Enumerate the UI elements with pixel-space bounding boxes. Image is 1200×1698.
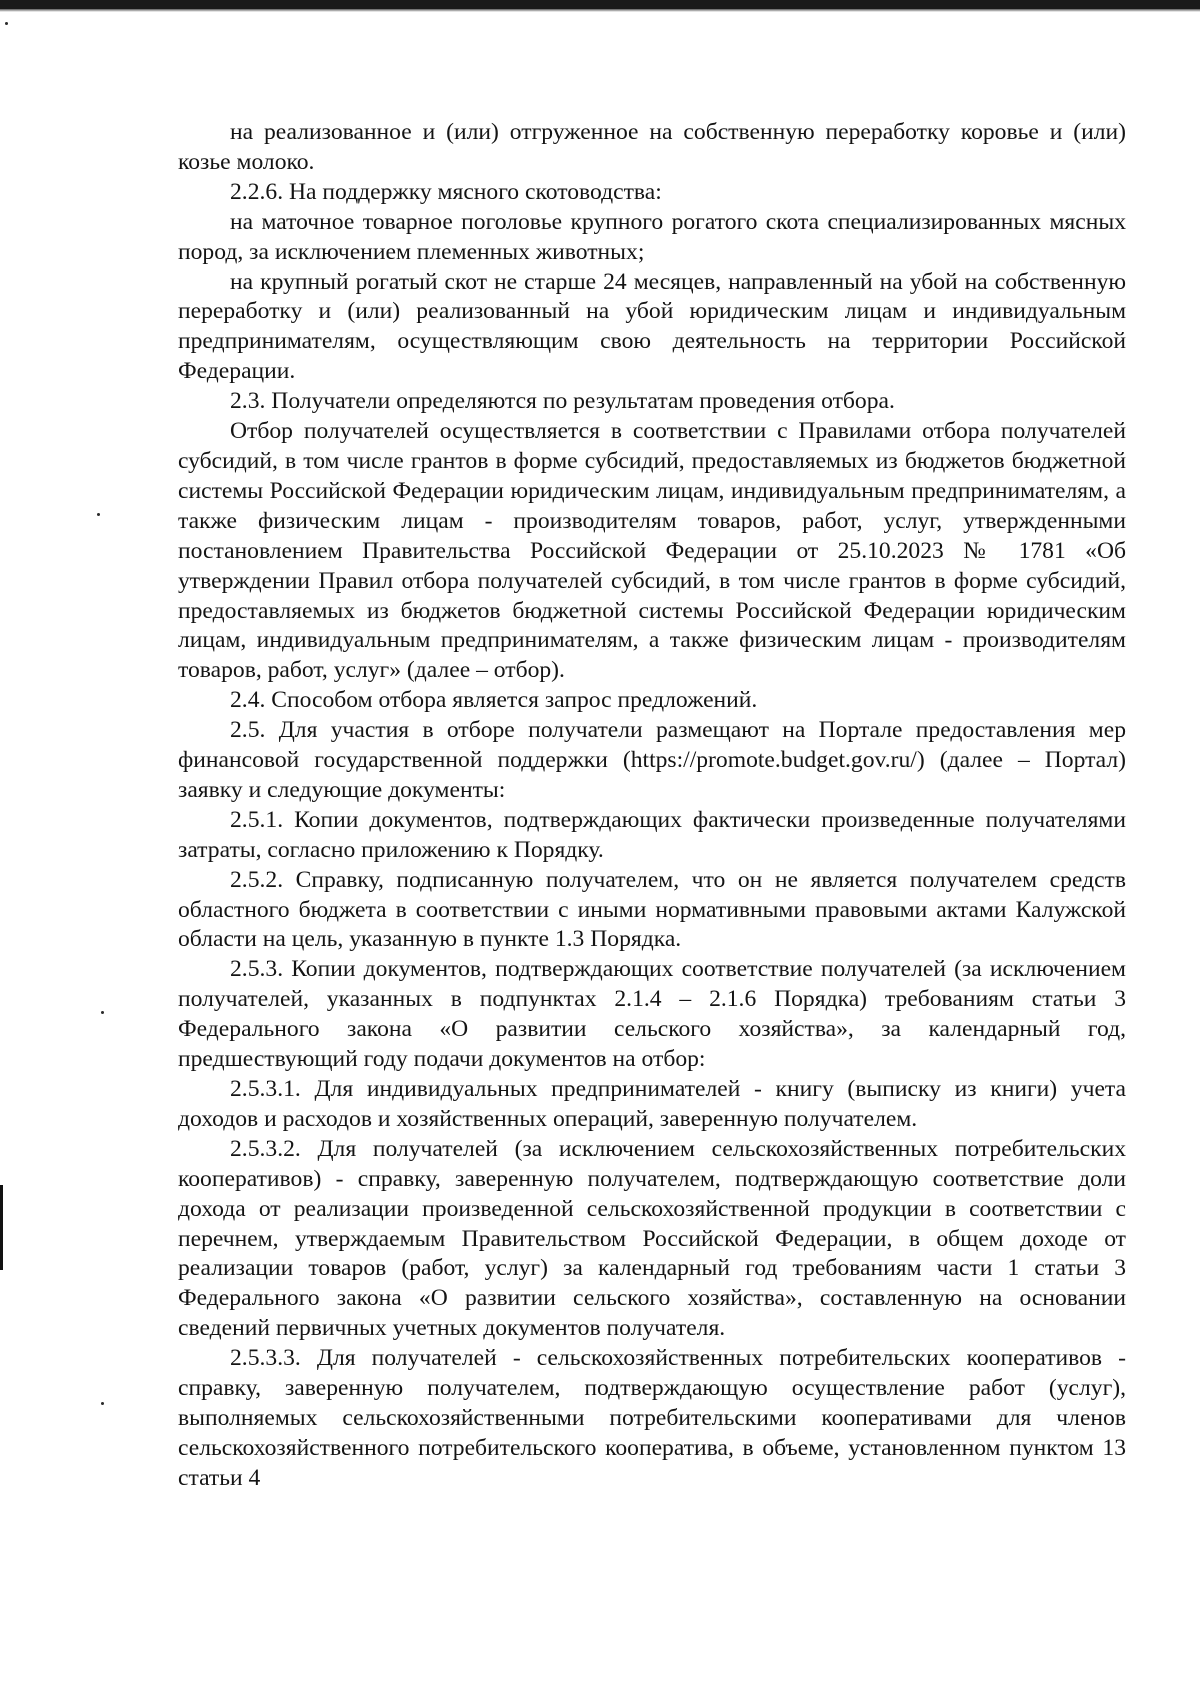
- paragraph: 2.5.3.2. Для получателей (за исключением сельскохозяйственных потребительских кооперативов) - справку, заверенную получателем, подтверждающую соответствие доли дохода от реализации произведенной сельскохозяйственной продукции в соответствии с перечнем, утверждаемым Правительством Российской Федерации, в общем доходе от реализации товаров (работ, услуг) за календарный год требованиям части 1 статьи 3 Федерального закона «О развитии сельского хозяйства», составленную на основании сведений первичных учетных документов получателя.: [178, 1135, 1126, 1342]
- paragraph: 2.4. Способом отбора является запрос предложений.: [230, 687, 758, 714]
- paragraph: 2.5.3.1. Для индивидуальных предпринимателей - книгу (выписку из книги) учета доходов и расходов и хозяйственных операций, заверенную получателем.: [178, 1076, 1126, 1132]
- scan-speck: [101, 1402, 104, 1405]
- scan-margin-mark: [0, 1185, 3, 1270]
- paragraph: на реализованное и (или) отгруженное на собственную переработку коровье и (или) козье молоко.: [178, 119, 1126, 175]
- paragraph: 2.2.6. На поддержку мясного скотоводства:: [230, 178, 662, 205]
- paragraph: на маточное товарное поголовье крупного рогатого скота специализированных мясных пород, за исключением племенных животных;: [178, 208, 1126, 265]
- paragraph: 2.5.1. Копии документов, подтверждающих фактически произведенные получателями затраты, согласно приложению к Порядку.: [178, 806, 1126, 863]
- paragraph: 2.5.3.3. Для получателей - сельскохозяйственных потребительских кооперативов - справку, заверенную получателем, подтверждающую осуществление работ (услуг), выполняемых сельскохозяйственными потребительскими кооперативами для членов сельскохозяйственного потребительского кооператива, в объеме, установленном пунктом 13 статьи 4: [178, 1345, 1126, 1491]
- paragraph: 2.5.2. Справку, подписанную получателем, что он не является получателем средств областного бюджета в соответствии с иными нормативными правовыми актами Калужской области на цель, указанную в пункте 1.3 Порядка.: [178, 866, 1126, 953]
- paragraph: 2.5.3. Копии документов, подтверждающих соответствие получателей (за исключением получателей, указанных в подпунктах 2.1.4 – 2.1.6 Порядка) требованиям статьи 3 Федерального закона «О развитии сельского хозяйства», за календарный год, предшествующий году подачи документов на отбор:: [178, 956, 1126, 1073]
- scan-speck: [97, 513, 100, 516]
- paragraph: на крупный рогатый скот не старше 24 месяцев, направленный на убой на собственную переработку и (или) реализованный на убой юридическим лицам и индивидуальным предпринимателям, осуществляющим свою деятельность на территории Российской Федерации.: [178, 268, 1126, 385]
- scan-speck: [5, 22, 8, 25]
- document-page: [178, 118, 1126, 1494]
- paragraph: Отбор получателей осуществляется в соответствии с Правилами отбора получателей субсидий, в том числе грантов в форме субсидий, предоставляемых из бюджетов бюджетной системы Российской Федерации юридическим лицам, индивидуальным предпринимателям, а также физическим лицам - производителям товаров, работ, услуг, утвержденными постановлением Правительства Российской Федерации от 25.10.2023 № 1781 «Об утверждении Правил отбора получателей субсидий, в том числе грантов в форме субсидий, предоставляемых из бюджетов бюджетной системы Российской Федерации юридическим лицам, индивидуальным предпринимателям, а также физическим лицам - производителям товаров, работ, услуг» (далее – отбор).: [178, 418, 1126, 684]
- scan-speck: [101, 1011, 104, 1014]
- scan-top-edge: [0, 0, 1200, 9]
- paragraph: 2.3. Получатели определяются по результатам проведения отбора.: [230, 388, 895, 415]
- paragraph: 2.5. Для участия в отборе получатели размещают на Портале предоставления мер финансовой государственной поддержки (https://promote.budget.gov.ru/) (далее – Портал) заявку и следующие документы:: [178, 717, 1126, 803]
